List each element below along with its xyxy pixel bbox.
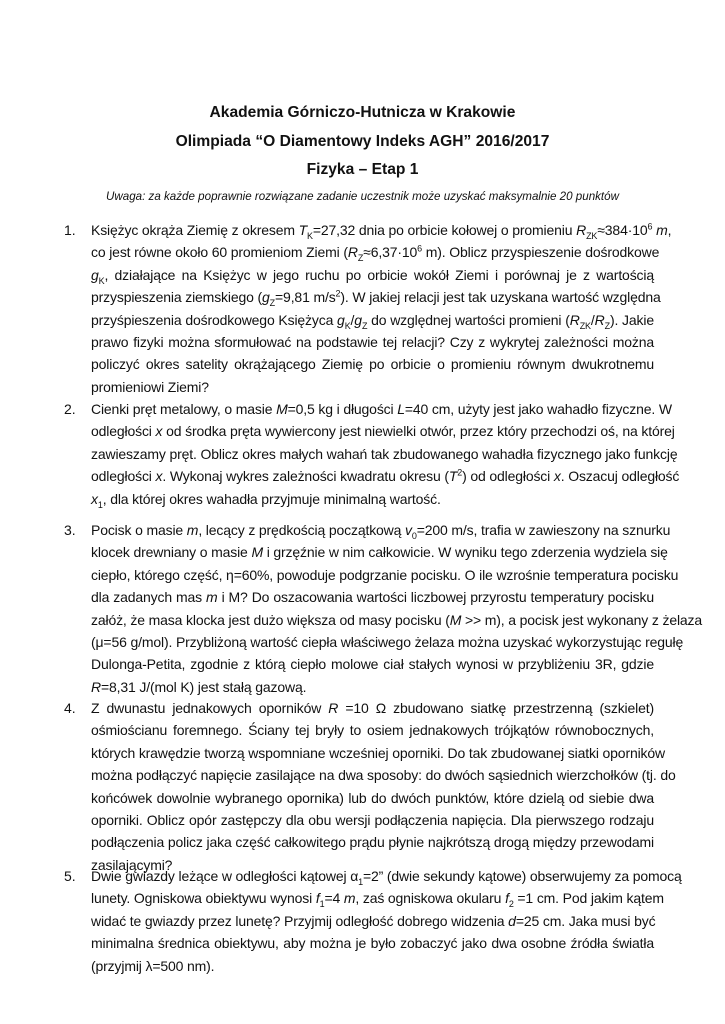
problem-number: 2.	[64, 401, 76, 417]
problem-text-line: ośmiościanu foremnego. Ściany tej bryły to osiem jednakowych trójkątów równobocznych,	[91, 722, 654, 739]
problem-text-line: których krawędzie tworzą wspomniane wcześniej oporniki. Do tak zbudowanej siatki oporników	[91, 744, 665, 761]
problem-text-line: podłączenia policz jaka część całkowitego prądu płynie najkrótszą drogą między przewodami	[91, 834, 654, 851]
problem-text-line: $g_K$, działające na Księżyc w jego ruchu po orbicie wokół Ziemi i porównaj je z wartością	[91, 266, 654, 286]
stage-heading: Fizyka – Etap 1	[306, 161, 419, 178]
problem-text-line: oporniki. Oblicz opór zastępczy dla obu wersji podłączenia napięcia. Dla pierwszego rodzaju	[91, 812, 654, 828]
problem-text-line: Z dwunastu jednakowych oporników R =10 Ω zbudowano siatkę przestrzenną (szkielet)	[91, 700, 654, 716]
scoring-note: Uwaga: za każde poprawnie rozwiązane zadanie uczestnik może uzyskać maksymalnie 20 punktów	[106, 190, 619, 203]
problem-text-line: co jest równe około 60 promieniom Ziemi ($R_Z\approx 6,37\cdot 10^6$ m). Oblicz przyspieszenie dośrodkowe	[91, 243, 660, 264]
problem-text-line: lunety. Ogniskowa obiektywu wynosi $f_1=4$ m, zaś ogniskowa okularu $f_2 =1$ cm. Pod jakim kątem	[91, 890, 664, 910]
problem-text-line: zasilającymi?	[91, 856, 173, 873]
problem-number: 1.	[64, 222, 76, 238]
problem-number: 3.	[64, 522, 76, 538]
problem-text-line: (przyjmij λ=500 nm).	[91, 957, 215, 974]
problem-text-line: przyspieszenia ziemskiego ($g_Z=9,81$ $m/s^2$). W jakiej relacji jest tak uzyskana wartość względna	[91, 288, 661, 308]
problem-text-line: Cienki pręt metalowy, o masie M=0,5 kg i długości L=40 cm, użyty jest jako wahadło fizyczne. W	[91, 401, 672, 417]
problem-text-line: przyśpieszenia dośrodkowego Księżyca $g_K/g_Z$ do względnej wartości promieni $(R_{ZK}/R_Z)$. Jakie	[91, 311, 654, 331]
problem-text-line: promieniowi Ziemi?	[91, 378, 209, 395]
problem-text-line: dla zadanych mas m i M? Do oszacowania wartości liczbowej przyrostu temperatury pocisku	[91, 589, 654, 606]
problem-text-line: ciepło, którego część, η=60%, powoduje podgrzanie pocisku. O ile wzrośnie temperatura pocisku	[91, 566, 679, 583]
problem-text-line: Pocisk o masie m, lecący z prędkością początkową $v_0=200$ m/s, trafia w zawieszony na sznurku	[91, 522, 671, 541]
problem-text-line: Dwie gwiazdy leżące w odległości kątowej $\alpha_1=2$” (dwie sekundy kątowe) obserwujemy za pomocą	[91, 868, 682, 887]
problem-text-line: (μ=56 g/mol). Przybliżoną wartość ciepła właściwego żelaza można uzyskać wykorzystując regułę	[91, 634, 684, 650]
problem-text-line: Księżyc okrąża Ziemię z okresem $T_K=27,32$ dnia po orbicie kołowej o promieniu $R_{ZK}\approx 384\cdot 10^6$ m,	[91, 221, 672, 241]
problem-text-line: odległości x. Wykonaj wykres zależności kwadratu okresu $(T^2)$ od odległości x. Oszacuj odległość	[91, 467, 680, 485]
institution-heading: Akademia Górniczo-Hutnicza w Krakowie	[209, 104, 516, 121]
problem-text-line: końcówek dowolnie wybranego opornika) lub do dwóch punktów, które dzielą od siebie dwa	[91, 789, 654, 806]
problem-number: 4.	[64, 700, 76, 716]
problem-text-line: odległości x od środka pręta wywiercony jest niewielki otwór, przez który przechodzi oś, na której	[91, 423, 675, 440]
problem-text-line: R=8,31 J/(mol K) jest stałą gazową.	[91, 678, 307, 695]
problem-text-line: $x_1$, dla której okres wahadła przyjmuje minimalną wartość.	[91, 490, 441, 510]
problem-text-line: klocek drewniany o masie M i grzęźnie w nim całkowicie. W wyniku tego zderzenia wydziela się	[91, 544, 668, 561]
problem-text-line: minimalna średnica obiektywu, aby można je było zobaczyć jako dwa osobne źródła światła	[91, 935, 654, 952]
problem-text-line: można podłączyć napięcie zasilające na dwa sposoby: do dwóch sąsiednich wierzchołków (tj. do	[91, 767, 676, 784]
problem-text-line: zawieszamy pręt. Oblicz okres małych wahań tak zbudowanego wahadła fizycznego jako funkcję	[91, 445, 678, 462]
problem-text-line: załóż, że masa klocka jest dużo większa od masy pocisku (M >> m), a pocisk jest wykonany z żelaza	[91, 611, 703, 628]
problem-number: 5.	[64, 868, 76, 884]
problem-text-line: policzyć okres satelity okrążającego Ziemię po orbicie o promieniu równym dwukrotnemu	[91, 356, 654, 373]
problem-text-line: widać te gwiazdy przez lunetę? Przyjmij odległość dobrego widzenia d=25 cm. Jaka musi być	[91, 912, 656, 929]
problem-text-line: prawo fizyki można sformułować na podstawie tej relacji? Czy z wykrytej zależności można	[91, 334, 654, 350]
olympiad-heading: Olimpiada “O Diamentowy Indeks AGH” 2016/2017	[175, 133, 550, 150]
problem-text-line: Dulonga-Petita, zgodnie z którą ciepło molowe ciał stałych wynosi w przybliżeniu 3R, gdzie	[91, 656, 654, 673]
